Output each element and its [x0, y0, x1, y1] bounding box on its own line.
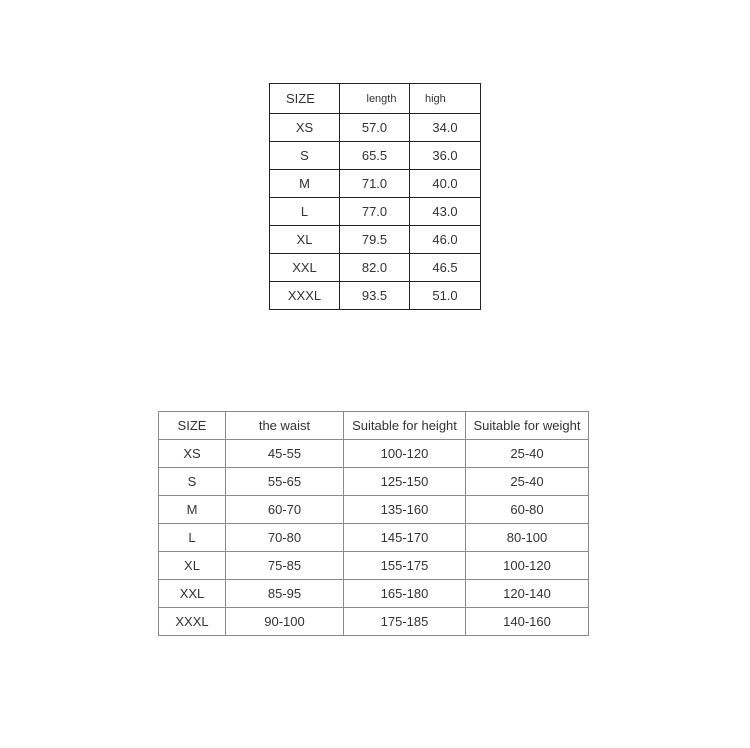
value-cell: 57.0 [340, 114, 410, 142]
table-header-row [159, 412, 589, 440]
table-row [159, 524, 589, 552]
garment-size-table [269, 83, 481, 310]
value-cell: 145-170 [344, 524, 466, 552]
table-row [270, 170, 481, 198]
table-row [270, 282, 481, 310]
table-row [159, 440, 589, 468]
value-cell: 65.5 [340, 142, 410, 170]
table-row [159, 580, 589, 608]
value-cell: 85-95 [226, 580, 344, 608]
column-header: SIZE [159, 412, 226, 440]
size-cell: S [159, 468, 226, 496]
value-cell: 165-180 [344, 580, 466, 608]
size-cell: XL [270, 226, 340, 254]
value-cell: 45-55 [226, 440, 344, 468]
size-cell: M [159, 496, 226, 524]
value-cell: 93.5 [340, 282, 410, 310]
size-cell: S [270, 142, 340, 170]
column-header: Suitable for weight [466, 412, 589, 440]
size-cell: L [270, 198, 340, 226]
value-cell: 40.0 [410, 170, 481, 198]
value-cell: 46.0 [410, 226, 481, 254]
table-row [159, 552, 589, 580]
value-cell: 120-140 [466, 580, 589, 608]
value-cell: 75-85 [226, 552, 344, 580]
column-header: length [340, 84, 410, 114]
column-header: the waist [226, 412, 344, 440]
value-cell: 25-40 [466, 440, 589, 468]
value-cell: 80-100 [466, 524, 589, 552]
value-cell: 175-185 [344, 608, 466, 636]
size-cell: XL [159, 552, 226, 580]
table-row [270, 114, 481, 142]
value-cell: 155-175 [344, 552, 466, 580]
value-cell: 43.0 [410, 198, 481, 226]
size-cell: XXXL [159, 608, 226, 636]
value-cell: 55-65 [226, 468, 344, 496]
column-header: high [410, 84, 481, 114]
value-cell: 36.0 [410, 142, 481, 170]
value-cell: 79.5 [340, 226, 410, 254]
table-row [270, 198, 481, 226]
size-cell: XS [159, 440, 226, 468]
table-row [270, 226, 481, 254]
table-row [270, 142, 481, 170]
value-cell: 46.5 [410, 254, 481, 282]
fit-size-table [158, 411, 589, 636]
value-cell: 135-160 [344, 496, 466, 524]
size-cell: L [159, 524, 226, 552]
value-cell: 100-120 [466, 552, 589, 580]
size-cell: XS [270, 114, 340, 142]
size-cell: XXL [270, 254, 340, 282]
table-row [159, 496, 589, 524]
value-cell: 34.0 [410, 114, 481, 142]
size-cell: XXL [159, 580, 226, 608]
value-cell: 71.0 [340, 170, 410, 198]
table-row [159, 608, 589, 636]
size-cell: XXXL [270, 282, 340, 310]
value-cell: 70-80 [226, 524, 344, 552]
table-header-row [270, 84, 481, 114]
value-cell: 25-40 [466, 468, 589, 496]
table-row [159, 468, 589, 496]
column-header: SIZE [270, 84, 340, 114]
value-cell: 90-100 [226, 608, 344, 636]
value-cell: 51.0 [410, 282, 481, 310]
size-cell: M [270, 170, 340, 198]
value-cell: 77.0 [340, 198, 410, 226]
column-header: Suitable for height [344, 412, 466, 440]
value-cell: 60-80 [466, 496, 589, 524]
value-cell: 100-120 [344, 440, 466, 468]
value-cell: 125-150 [344, 468, 466, 496]
value-cell: 82.0 [340, 254, 410, 282]
table-row [270, 254, 481, 282]
value-cell: 140-160 [466, 608, 589, 636]
value-cell: 60-70 [226, 496, 344, 524]
